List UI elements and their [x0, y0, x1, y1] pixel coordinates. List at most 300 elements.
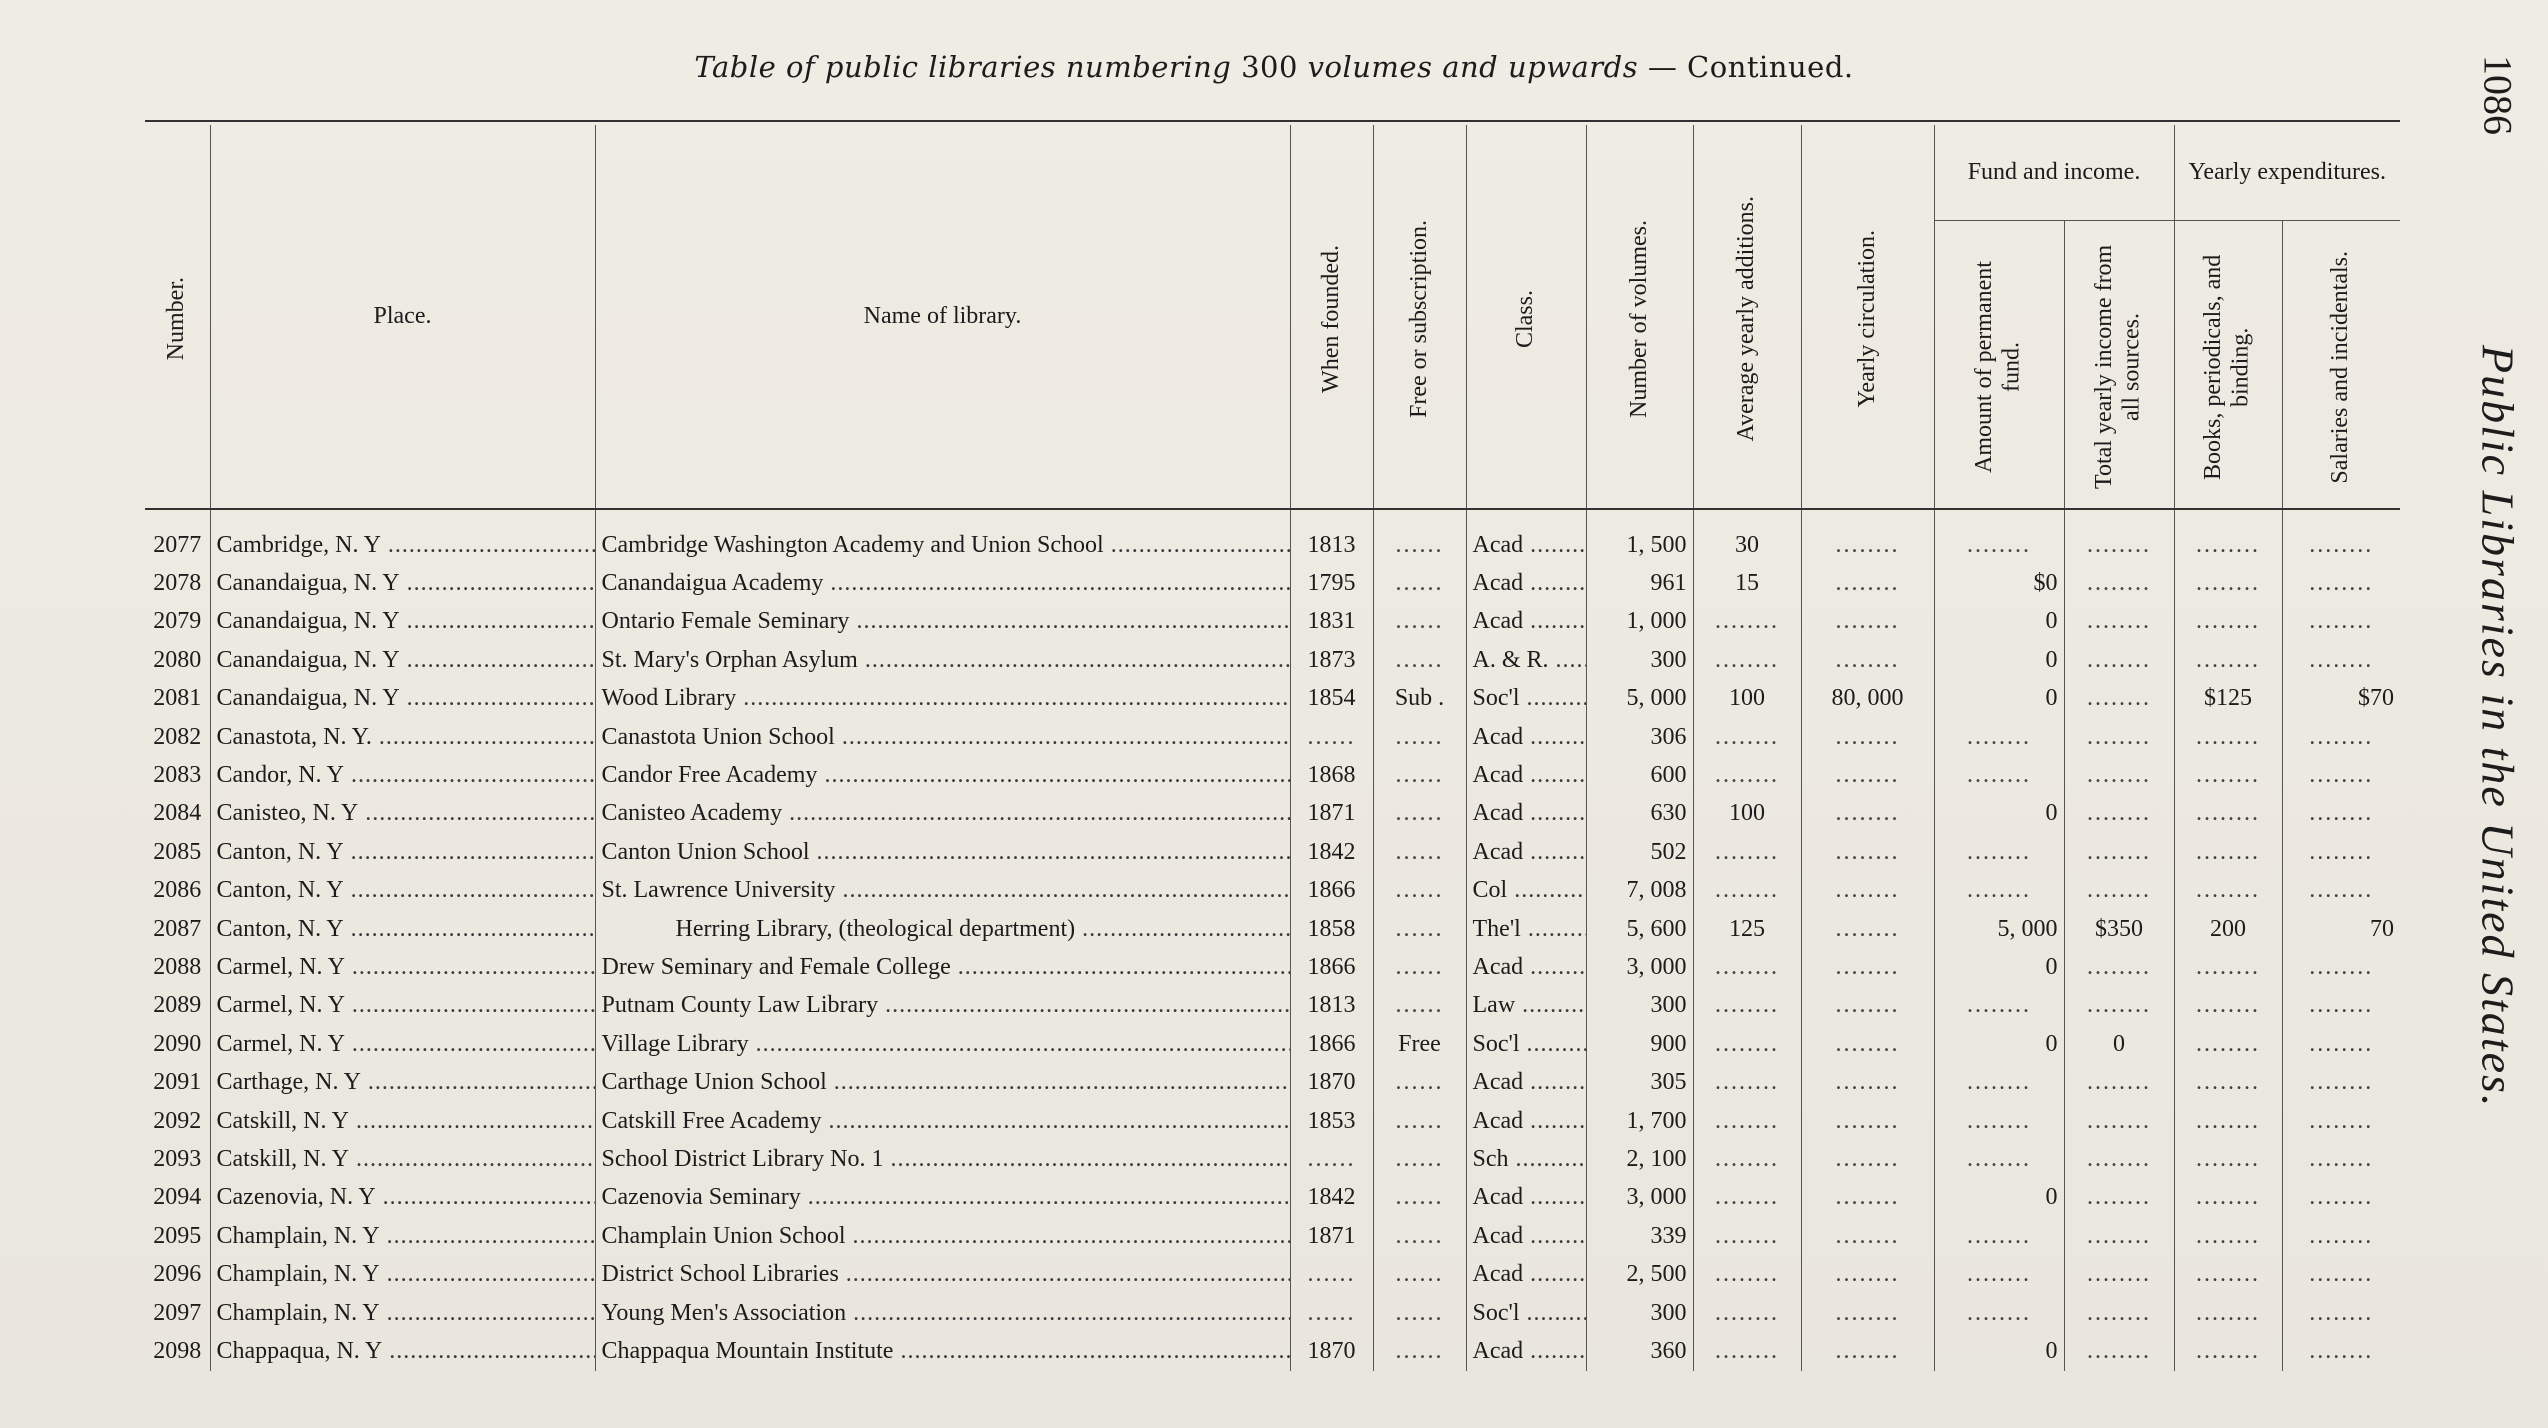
table-cell-salaries [2282, 756, 2400, 794]
table-cell-place: Canandaigua, N. Y ..... [210, 680, 595, 718]
table-row [145, 1255, 2400, 1293]
table-cell-salaries [2282, 987, 2400, 1025]
col-header-volumes: Number of volumes. [1586, 125, 1693, 509]
table-cell-name: Canandaigua Academy ..... [595, 564, 1290, 602]
table-cell-circulation: 80, 000 [1801, 680, 1934, 718]
table-cell-volumes: 360 [1586, 1332, 1693, 1370]
table-cell-books [2174, 603, 2282, 641]
table-cell-additions: 15 [1693, 564, 1801, 602]
table-row [145, 1140, 2400, 1178]
table-cell-free [1373, 1294, 1466, 1332]
table-cell-additions [1693, 872, 1801, 910]
table-cell-income [2064, 872, 2174, 910]
table-cell-name: St. Lawrence University ..... [595, 872, 1290, 910]
table-cell-income [2064, 1102, 2174, 1140]
table-cell-circulation [1801, 1102, 1934, 1140]
table-cell-additions [1693, 718, 1801, 756]
table-cell-fund: $0 [1934, 564, 2064, 602]
table-cell-income: 0 [2064, 1025, 2174, 1063]
col-header-place: Place. [210, 125, 595, 509]
table-cell-number: 2077 [153, 531, 202, 558]
table-cell-fund: 0 [1934, 1332, 2064, 1370]
table-cell-additions [1693, 756, 1801, 794]
table-cell-name: Wood Library ..... [595, 680, 1290, 718]
table-cell-place: Carmel, N. Y ..... [210, 987, 595, 1025]
table-cell-place: Champlain, N. Y ..... [210, 1217, 595, 1255]
table-cell-free [1373, 1102, 1466, 1140]
table-cell-volumes: 2, 500 [1586, 1255, 1693, 1293]
table-cell-books [2174, 872, 2282, 910]
table-cell-salaries [2282, 833, 2400, 871]
table-cell-name: Herring Library, (theological department) ..... [595, 910, 1290, 948]
table-row [145, 1332, 2400, 1370]
table-cell-books [2174, 509, 2282, 564]
running-header [2448, 55, 2548, 1115]
table-cell-salaries [2282, 603, 2400, 641]
table-cell-number: 2095 [153, 1222, 202, 1249]
table-cell-place: Canton, N. Y ..... [210, 910, 595, 948]
table-cell-circulation [1801, 833, 1934, 871]
table-cell-salaries: 70 [2282, 910, 2400, 948]
table-cell-books [2174, 1063, 2282, 1101]
table-cell-volumes: 5, 000 [1586, 680, 1693, 718]
table-cell-founded: 1870 [1290, 1332, 1373, 1370]
table-cell-number: 2088 [153, 953, 202, 980]
table-cell-number: 2086 [153, 877, 202, 904]
table-cell-circulation [1801, 948, 1934, 986]
table-cell-number: 2087 [153, 915, 202, 942]
table-cell-additions [1693, 603, 1801, 641]
col-header-additions: Average yearly additions. [1693, 125, 1801, 509]
table-cell-circulation [1801, 756, 1934, 794]
table-cell-books [2174, 1217, 2282, 1255]
table-cell-class: Acad ..... [1466, 1179, 1586, 1217]
table-cell-place: Carmel, N. Y ..... [210, 1025, 595, 1063]
table-cell-books [2174, 756, 2282, 794]
table-cell-additions: 100 [1693, 680, 1801, 718]
table-cell-income [2064, 564, 2174, 602]
table-cell-number: 2098 [153, 1337, 202, 1364]
table-cell-founded: 1871 [1290, 1217, 1373, 1255]
table-cell-salaries [2282, 795, 2400, 833]
table-cell-income [2064, 1140, 2174, 1178]
table-cell-place: Carthage, N. Y ..... [210, 1063, 595, 1101]
table-cell-number: 2084 [153, 800, 202, 827]
table-cell-name: Cazenovia Seminary ..... [595, 1179, 1290, 1217]
table-cell-number: 2092 [153, 1107, 202, 1134]
table-cell-fund: 0 [1934, 1025, 2064, 1063]
table-cell-class: Acad ..... [1466, 795, 1586, 833]
table-cell-salaries [2282, 1294, 2400, 1332]
libraries-table [145, 125, 2400, 1371]
table-cell-volumes: 3, 000 [1586, 1179, 1693, 1217]
col-header-fund: Amount of permanent fund. [1934, 221, 2064, 510]
table-row [145, 1179, 2400, 1217]
table-row [145, 948, 2400, 986]
table-cell-class: Acad ..... [1466, 1102, 1586, 1140]
table-cell-volumes: 1, 000 [1586, 603, 1693, 641]
table-row [145, 756, 2400, 794]
table-cell-income [2064, 1255, 2174, 1293]
table-cell-circulation [1801, 987, 1934, 1025]
table-cell-fund [1934, 1255, 2064, 1293]
title-continued: — Continued. [1638, 50, 1854, 84]
table-cell-name: Candor Free Academy ..... [595, 756, 1290, 794]
table-cell-income [2064, 756, 2174, 794]
table-cell-volumes: 300 [1586, 641, 1693, 679]
table-cell-free [1373, 509, 1466, 564]
table-row [145, 680, 2400, 718]
table-cell-additions: 100 [1693, 795, 1801, 833]
table-cell-additions [1693, 1294, 1801, 1332]
table-cell-additions: 30 [1693, 509, 1801, 564]
page-number: 1086 [2475, 55, 2521, 135]
table-cell-fund [1934, 872, 2064, 910]
table-cell-additions [1693, 833, 1801, 871]
table-cell-salaries [2282, 1140, 2400, 1178]
table-row [145, 1294, 2400, 1332]
table-cell-class: Soc'l ..... [1466, 1294, 1586, 1332]
table-cell-fund [1934, 1294, 2064, 1332]
table-cell-fund [1934, 509, 2064, 564]
title-number: 300 [1241, 50, 1298, 84]
table-cell-circulation [1801, 641, 1934, 679]
table-row [145, 1025, 2400, 1063]
title-part-2: volumes and upwards [1307, 50, 1639, 84]
table-cell-place: Cazenovia, N. Y ..... [210, 1179, 595, 1217]
table-cell-free: Free [1373, 1025, 1466, 1063]
table-cell-class: Acad ..... [1466, 603, 1586, 641]
table-cell-free [1373, 756, 1466, 794]
table-cell-number: 2082 [153, 723, 202, 750]
table-cell-books [2174, 987, 2282, 1025]
table-cell-volumes: 1, 700 [1586, 1102, 1693, 1140]
table-cell-name: District School Libraries ..... [595, 1255, 1290, 1293]
table-cell-volumes: 7, 008 [1586, 872, 1693, 910]
table-cell-income [2064, 1332, 2174, 1370]
table-cell-founded: 1831 [1290, 603, 1373, 641]
table-cell-fund [1934, 833, 2064, 871]
col-header-name: Name of library. [595, 125, 1290, 509]
table-cell-volumes: 306 [1586, 718, 1693, 756]
table-cell-volumes: 300 [1586, 987, 1693, 1025]
table-cell-class: Acad ..... [1466, 1332, 1586, 1370]
table-cell-number: 2089 [153, 992, 202, 1019]
table-cell-founded: 1842 [1290, 1179, 1373, 1217]
table-cell-place: Canandaigua, N. Y ..... [210, 641, 595, 679]
table-cell-founded: 1870 [1290, 1063, 1373, 1101]
table-cell-fund [1934, 1140, 2064, 1178]
table-cell-books: 200 [2174, 910, 2282, 948]
table-cell-number: 2091 [153, 1069, 202, 1096]
table-cell-place: Canton, N. Y ..... [210, 833, 595, 871]
table-cell-free [1373, 872, 1466, 910]
table-cell-volumes: 600 [1586, 756, 1693, 794]
table-cell-number: 2085 [153, 838, 202, 865]
table-cell-income [2064, 987, 2174, 1025]
table-cell-number: 2096 [153, 1261, 202, 1288]
table-cell-additions [1693, 987, 1801, 1025]
table-cell-class: Law ..... [1466, 987, 1586, 1025]
table-cell-name: Canton Union School ..... [595, 833, 1290, 871]
table-cell-founded: 1853 [1290, 1102, 1373, 1140]
table-cell-volumes: 502 [1586, 833, 1693, 871]
table-cell-free [1373, 1255, 1466, 1293]
table-cell-salaries [2282, 564, 2400, 602]
table-cell-income [2064, 1294, 2174, 1332]
table-cell-free [1373, 795, 1466, 833]
col-header-founded: When founded. [1290, 125, 1373, 509]
table-cell-additions [1693, 641, 1801, 679]
table-cell-income [2064, 603, 2174, 641]
table-cell-free: Sub . [1373, 680, 1466, 718]
table-cell-books [2174, 1294, 2282, 1332]
table-cell-additions [1693, 1255, 1801, 1293]
table-cell-free [1373, 718, 1466, 756]
table-row [145, 718, 2400, 756]
table-cell-founded: 1873 [1290, 641, 1373, 679]
table-cell-free [1373, 910, 1466, 948]
table-cell-fund: 5, 000 [1934, 910, 2064, 948]
table-cell-salaries [2282, 1255, 2400, 1293]
table-cell-salaries [2282, 1063, 2400, 1101]
table-cell-income [2064, 1063, 2174, 1101]
table-cell-name: Cambridge Washington Academy and Union School ..... [595, 509, 1290, 564]
table-cell-number: 2078 [153, 570, 202, 597]
table-cell-place: Chappaqua, N. Y ..... [210, 1332, 595, 1370]
table-cell-place: Canandaigua, N. Y ..... [210, 603, 595, 641]
table-cell-number: 2094 [153, 1184, 202, 1211]
table-cell-income [2064, 1179, 2174, 1217]
table-cell-founded: 1795 [1290, 564, 1373, 602]
table-cell-name: Village Library ..... [595, 1025, 1290, 1063]
table-cell-free [1373, 564, 1466, 602]
table-cell-class: Acad ..... [1466, 756, 1586, 794]
table-cell-class: Soc'l ..... [1466, 680, 1586, 718]
table-cell-salaries [2282, 1217, 2400, 1255]
table-cell-fund: 0 [1934, 1179, 2064, 1217]
col-group-expenditures: Yearly expenditures. [2174, 125, 2400, 221]
table-cell-founded: 1813 [1290, 987, 1373, 1025]
table-cell-fund [1934, 718, 2064, 756]
title-part-1: Table of public libraries numbering [694, 50, 1232, 84]
table-cell-number: 2093 [153, 1145, 202, 1172]
table-cell-salaries [2282, 718, 2400, 756]
col-header-income: Total yearly income from all sources. [2064, 221, 2174, 510]
table-cell-name: Canastota Union School ..... [595, 718, 1290, 756]
table-cell-name: School District Library No. 1 ..... [595, 1140, 1290, 1178]
col-header-class: Class. [1466, 125, 1586, 509]
table-cell-salaries [2282, 641, 2400, 679]
table-cell-free [1373, 948, 1466, 986]
table-row [145, 564, 2400, 602]
table-cell-free [1373, 641, 1466, 679]
table-cell-volumes: 961 [1586, 564, 1693, 602]
table-cell-salaries [2282, 1332, 2400, 1370]
table-cell-circulation [1801, 1294, 1934, 1332]
table-cell-number: 2081 [153, 685, 202, 712]
table-cell-founded: 1871 [1290, 795, 1373, 833]
table-cell-place: Canton, N. Y ..... [210, 872, 595, 910]
table-cell-number: 2079 [153, 608, 202, 635]
table-cell-additions [1693, 948, 1801, 986]
col-header-number: Number. [145, 125, 210, 509]
table-cell-class: Acad ..... [1466, 833, 1586, 871]
table-cell-volumes: 900 [1586, 1025, 1693, 1063]
table-cell-income [2064, 795, 2174, 833]
table-row [145, 1063, 2400, 1101]
table-row [145, 833, 2400, 871]
table-cell-salaries [2282, 1179, 2400, 1217]
table-cell-fund: 0 [1934, 603, 2064, 641]
table-cell-additions [1693, 1140, 1801, 1178]
table-cell-name: Champlain Union School ..... [595, 1217, 1290, 1255]
table-cell-place: Carmel, N. Y ..... [210, 948, 595, 986]
table-row [145, 1217, 2400, 1255]
table-cell-salaries: $70 [2282, 680, 2400, 718]
table-cell-fund [1934, 1217, 2064, 1255]
table-cell-free [1373, 1179, 1466, 1217]
table-cell-books [2174, 1332, 2282, 1370]
table-cell-books [2174, 1179, 2282, 1217]
table-cell-founded [1290, 1294, 1373, 1332]
table-cell-fund: 0 [1934, 680, 2064, 718]
table-cell-circulation [1801, 1332, 1934, 1370]
table-cell-class: Acad ..... [1466, 948, 1586, 986]
table-cell-salaries [2282, 872, 2400, 910]
table-cell-name: Putnam County Law Library ..... [595, 987, 1290, 1025]
table-cell-name: Ontario Female Seminary ..... [595, 603, 1290, 641]
table-cell-circulation [1801, 1025, 1934, 1063]
table-cell-volumes: 3, 000 [1586, 948, 1693, 986]
table-cell-name: Drew Seminary and Female College ..... [595, 948, 1290, 986]
table-cell-salaries [2282, 509, 2400, 564]
table-cell-fund [1934, 756, 2064, 794]
table-cell-books [2174, 833, 2282, 871]
table-cell-income [2064, 509, 2174, 564]
table-row [145, 872, 2400, 910]
table-cell-salaries [2282, 1102, 2400, 1140]
table-cell-income [2064, 833, 2174, 871]
table-cell-class: Acad ..... [1466, 564, 1586, 602]
table-cell-founded: 1866 [1290, 948, 1373, 986]
table-cell-circulation [1801, 718, 1934, 756]
table-cell-books [2174, 564, 2282, 602]
table-cell-name: St. Mary's Orphan Asylum ..... [595, 641, 1290, 679]
table-cell-fund: 0 [1934, 795, 2064, 833]
table-cell-circulation [1801, 1217, 1934, 1255]
table-cell-founded: 1866 [1290, 872, 1373, 910]
table-cell-circulation [1801, 910, 1934, 948]
table-cell-books [2174, 1255, 2282, 1293]
table-cell-name: Canisteo Academy ..... [595, 795, 1290, 833]
table-cell-class: Acad ..... [1466, 1063, 1586, 1101]
table-cell-free [1373, 833, 1466, 871]
table-cell-name: Carthage Union School ..... [595, 1063, 1290, 1101]
table-cell-founded: 1842 [1290, 833, 1373, 871]
table-cell-circulation [1801, 872, 1934, 910]
table-cell-circulation [1801, 1179, 1934, 1217]
table-cell-name: Young Men's Association ..... [595, 1294, 1290, 1332]
table-cell-circulation [1801, 564, 1934, 602]
table-cell-place: Champlain, N. Y ..... [210, 1255, 595, 1293]
col-group-fund: Fund and income. [1934, 125, 2174, 221]
table-cell-books [2174, 1025, 2282, 1063]
table-cell-books [2174, 641, 2282, 679]
table-cell-place: Catskill, N. Y ..... [210, 1140, 595, 1178]
table-cell-class: Soc'l ..... [1466, 1025, 1586, 1063]
table-cell-additions: 125 [1693, 910, 1801, 948]
table-row [145, 641, 2400, 679]
table-cell-place: Catskill, N. Y ..... [210, 1102, 595, 1140]
table-cell-volumes: 630 [1586, 795, 1693, 833]
table-cell-books [2174, 948, 2282, 986]
table-cell-class: The'l ..... [1466, 910, 1586, 948]
table-cell-salaries [2282, 948, 2400, 986]
table-cell-volumes: 305 [1586, 1063, 1693, 1101]
table-cell-founded [1290, 718, 1373, 756]
table-row [145, 795, 2400, 833]
table-cell-place: Canandaigua, N. Y ..... [210, 564, 595, 602]
table-cell-fund [1934, 987, 2064, 1025]
table-cell-place: Candor, N. Y ..... [210, 756, 595, 794]
table-cell-class: Acad ..... [1466, 1217, 1586, 1255]
table-cell-books [2174, 795, 2282, 833]
table-row [145, 509, 2400, 564]
table-cell-founded: 1813 [1290, 509, 1373, 564]
col-header-salaries: Salaries and incidentals. [2282, 221, 2400, 510]
table-cell-founded: 1868 [1290, 756, 1373, 794]
table-cell-fund: 0 [1934, 948, 2064, 986]
table-cell-books [2174, 1102, 2282, 1140]
table-cell-additions [1693, 1179, 1801, 1217]
table-cell-income [2064, 718, 2174, 756]
table-cell-place: Canastota, N. Y. ..... [210, 718, 595, 756]
table-cell-volumes: 5, 600 [1586, 910, 1693, 948]
col-header-circulation: Yearly circulation. [1801, 125, 1934, 509]
table-cell-founded: 1866 [1290, 1025, 1373, 1063]
table-row [145, 987, 2400, 1025]
table-body [145, 509, 2400, 1371]
table-cell-name: Catskill Free Academy ..... [595, 1102, 1290, 1140]
table-row [145, 910, 2400, 948]
table-cell-name: Chappaqua Mountain Institute ..... [595, 1332, 1290, 1370]
table-cell-volumes: 339 [1586, 1217, 1693, 1255]
table-cell-class: A. & R. ..... [1466, 641, 1586, 679]
table-cell-income [2064, 948, 2174, 986]
table-cell-salaries [2282, 1025, 2400, 1063]
table-cell-class: Sch ..... [1466, 1140, 1586, 1178]
table-cell-free [1373, 603, 1466, 641]
table-cell-additions [1693, 1102, 1801, 1140]
table-cell-number: 2097 [153, 1299, 202, 1326]
table-cell-free [1373, 1217, 1466, 1255]
table-cell-circulation [1801, 1063, 1934, 1101]
table-cell-circulation [1801, 1255, 1934, 1293]
table-cell-class: Acad ..... [1466, 1255, 1586, 1293]
table-cell-books: $125 [2174, 680, 2282, 718]
table-cell-founded: 1854 [1290, 680, 1373, 718]
table-cell-class: Col ..... [1466, 872, 1586, 910]
table-cell-additions [1693, 1025, 1801, 1063]
table-cell-fund: 0 [1934, 641, 2064, 679]
table-cell-additions [1693, 1332, 1801, 1370]
table-cell-circulation [1801, 603, 1934, 641]
page-title [0, 50, 2548, 84]
table-cell-place: Cambridge, N. Y ..... [210, 509, 595, 564]
table-cell-free [1373, 1063, 1466, 1101]
table-cell-class: Acad ..... [1466, 509, 1586, 564]
